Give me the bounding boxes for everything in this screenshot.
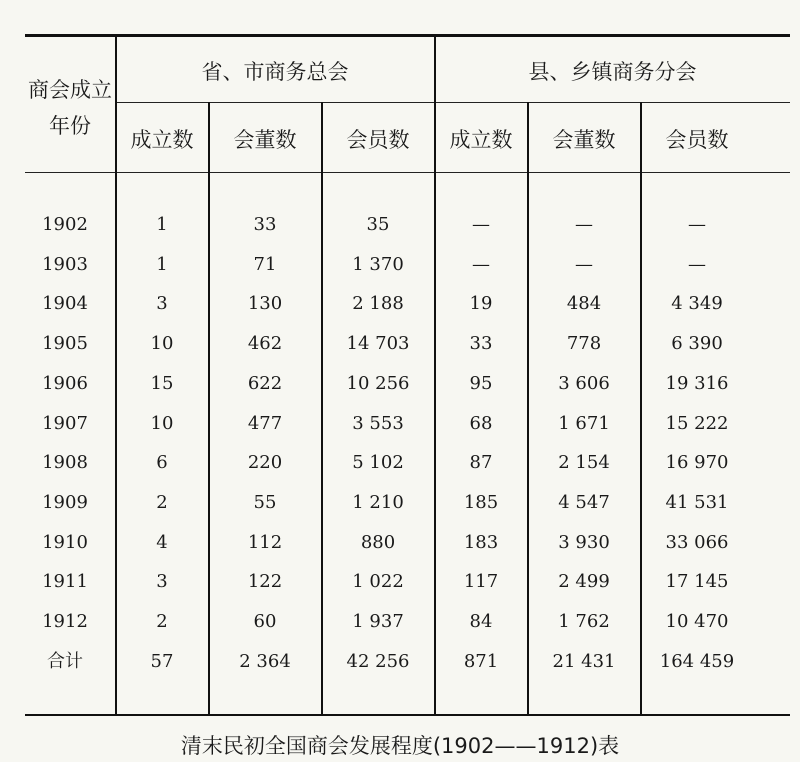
table-cell: — xyxy=(688,214,706,235)
header-sub-col: 会员数 xyxy=(346,128,410,152)
table-cell: 1 937 xyxy=(352,611,404,632)
table-cell: 2 xyxy=(156,611,168,632)
table-cell: 2 154 xyxy=(558,452,610,473)
table-cell: 87 xyxy=(469,452,493,473)
table-cell: 35 xyxy=(366,214,390,235)
header-sub-col: 会董数 xyxy=(552,128,616,152)
table-cell: 71 xyxy=(253,254,277,275)
table-cell: 3 930 xyxy=(558,532,610,553)
header-bottom-line xyxy=(25,172,790,173)
table-cell: 1 xyxy=(156,214,168,235)
row-year-cell: 1906 xyxy=(42,373,88,394)
table-cell: — xyxy=(472,214,490,235)
table-cell: 19 316 xyxy=(665,373,729,394)
table-cell: 4 349 xyxy=(671,293,723,314)
table-cell: — xyxy=(472,254,490,275)
table-cell: 1 022 xyxy=(352,571,404,592)
table-cell: 183 xyxy=(463,532,499,553)
table-cell: 462 xyxy=(247,333,283,354)
table-cell: 1 xyxy=(156,254,168,275)
table-cell: 1 762 xyxy=(558,611,610,632)
table-cell: 10 470 xyxy=(665,611,729,632)
table-cell: 57 xyxy=(150,651,174,672)
table-cell: 6 390 xyxy=(671,333,723,354)
table-cell: 220 xyxy=(247,452,283,473)
table-cell: 2 188 xyxy=(352,293,404,314)
table-cell: 871 xyxy=(463,651,499,672)
table-cell: 21 431 xyxy=(552,651,616,672)
table-cell: 1 210 xyxy=(352,492,404,513)
table-cell: 5 102 xyxy=(352,452,404,473)
table-cell: 6 xyxy=(156,452,168,473)
table-cell: 14 703 xyxy=(346,333,410,354)
table-cell: 41 531 xyxy=(665,492,729,513)
table-cell: 4 547 xyxy=(558,492,610,513)
table-cell: 3 606 xyxy=(558,373,610,394)
table-cell: 1 370 xyxy=(352,254,404,275)
header-year-line1: 商会成立 xyxy=(28,78,112,102)
table-cell: 84 xyxy=(469,611,493,632)
table-cell: 33 xyxy=(469,333,493,354)
table-bottom-rule xyxy=(25,714,790,716)
table-cell: 95 xyxy=(469,373,493,394)
row-year-cell: 1911 xyxy=(42,571,88,592)
row-year-cell: 1904 xyxy=(42,293,88,314)
table-cell: 130 xyxy=(247,293,283,314)
table-cell: 778 xyxy=(566,333,602,354)
table-cell: 117 xyxy=(463,571,499,592)
table-cell: 3 xyxy=(156,293,168,314)
table-cell: 2 xyxy=(156,492,168,513)
header-group-divider xyxy=(115,102,790,103)
row-year-cell: 1903 xyxy=(42,254,88,275)
table-cell: 122 xyxy=(247,571,283,592)
table-cell: 60 xyxy=(253,611,277,632)
table-cell: 1 671 xyxy=(558,413,610,434)
table-cell: 17 145 xyxy=(665,571,729,592)
table-cell: 3 xyxy=(156,571,168,592)
row-year-cell: 1909 xyxy=(42,492,88,513)
header-group-county: 县、乡镇商务分会 xyxy=(528,60,697,84)
table-cell: 10 xyxy=(150,333,174,354)
table-cell: 2 499 xyxy=(558,571,610,592)
table-cell: 4 xyxy=(156,532,168,553)
table-caption: 清末民初全国商会发展程度(1902——1912)表 xyxy=(180,734,620,758)
table-cell: 55 xyxy=(253,492,277,513)
table-cell: 33 066 xyxy=(665,532,729,553)
row-year-cell: 合计 xyxy=(47,651,83,672)
row-year-cell: 1907 xyxy=(42,413,88,434)
header-sub-col: 会员数 xyxy=(665,128,729,152)
table-cell: 15 xyxy=(150,373,174,394)
header-year-line2: 年份 xyxy=(49,114,91,138)
table-cell: 16 970 xyxy=(665,452,729,473)
table-cell: 164 459 xyxy=(659,651,735,672)
table-cell: 484 xyxy=(566,293,602,314)
table-cell: — xyxy=(575,214,593,235)
table-cell: 68 xyxy=(469,413,493,434)
row-year-cell: 1905 xyxy=(42,333,88,354)
table-cell: 3 553 xyxy=(352,413,404,434)
table-cell: 185 xyxy=(463,492,499,513)
table-top-rule xyxy=(25,34,790,37)
table-cell: 622 xyxy=(247,373,283,394)
row-year-cell: 1902 xyxy=(42,214,88,235)
row-year-cell: 1908 xyxy=(42,452,88,473)
row-year-cell: 1910 xyxy=(42,532,88,553)
table-cell: 477 xyxy=(247,413,283,434)
table-cell: 19 xyxy=(469,293,493,314)
header-sub-col: 会董数 xyxy=(233,128,297,152)
table-cell: 10 xyxy=(150,413,174,434)
table-cell: — xyxy=(688,254,706,275)
table-cell: 42 256 xyxy=(346,651,410,672)
table-cell: 2 364 xyxy=(239,651,291,672)
table-cell: 112 xyxy=(247,532,283,553)
table-cell: 10 256 xyxy=(346,373,410,394)
header-sub-col: 成立数 xyxy=(130,128,194,152)
table-cell: 880 xyxy=(360,532,396,553)
header-sub-col: 成立数 xyxy=(449,128,513,152)
table-cell: 33 xyxy=(253,214,277,235)
table-cell: 15 222 xyxy=(665,413,729,434)
header-group-provincial: 省、市商务总会 xyxy=(201,60,349,84)
row-year-cell: 1912 xyxy=(42,611,88,632)
table-cell: — xyxy=(575,254,593,275)
